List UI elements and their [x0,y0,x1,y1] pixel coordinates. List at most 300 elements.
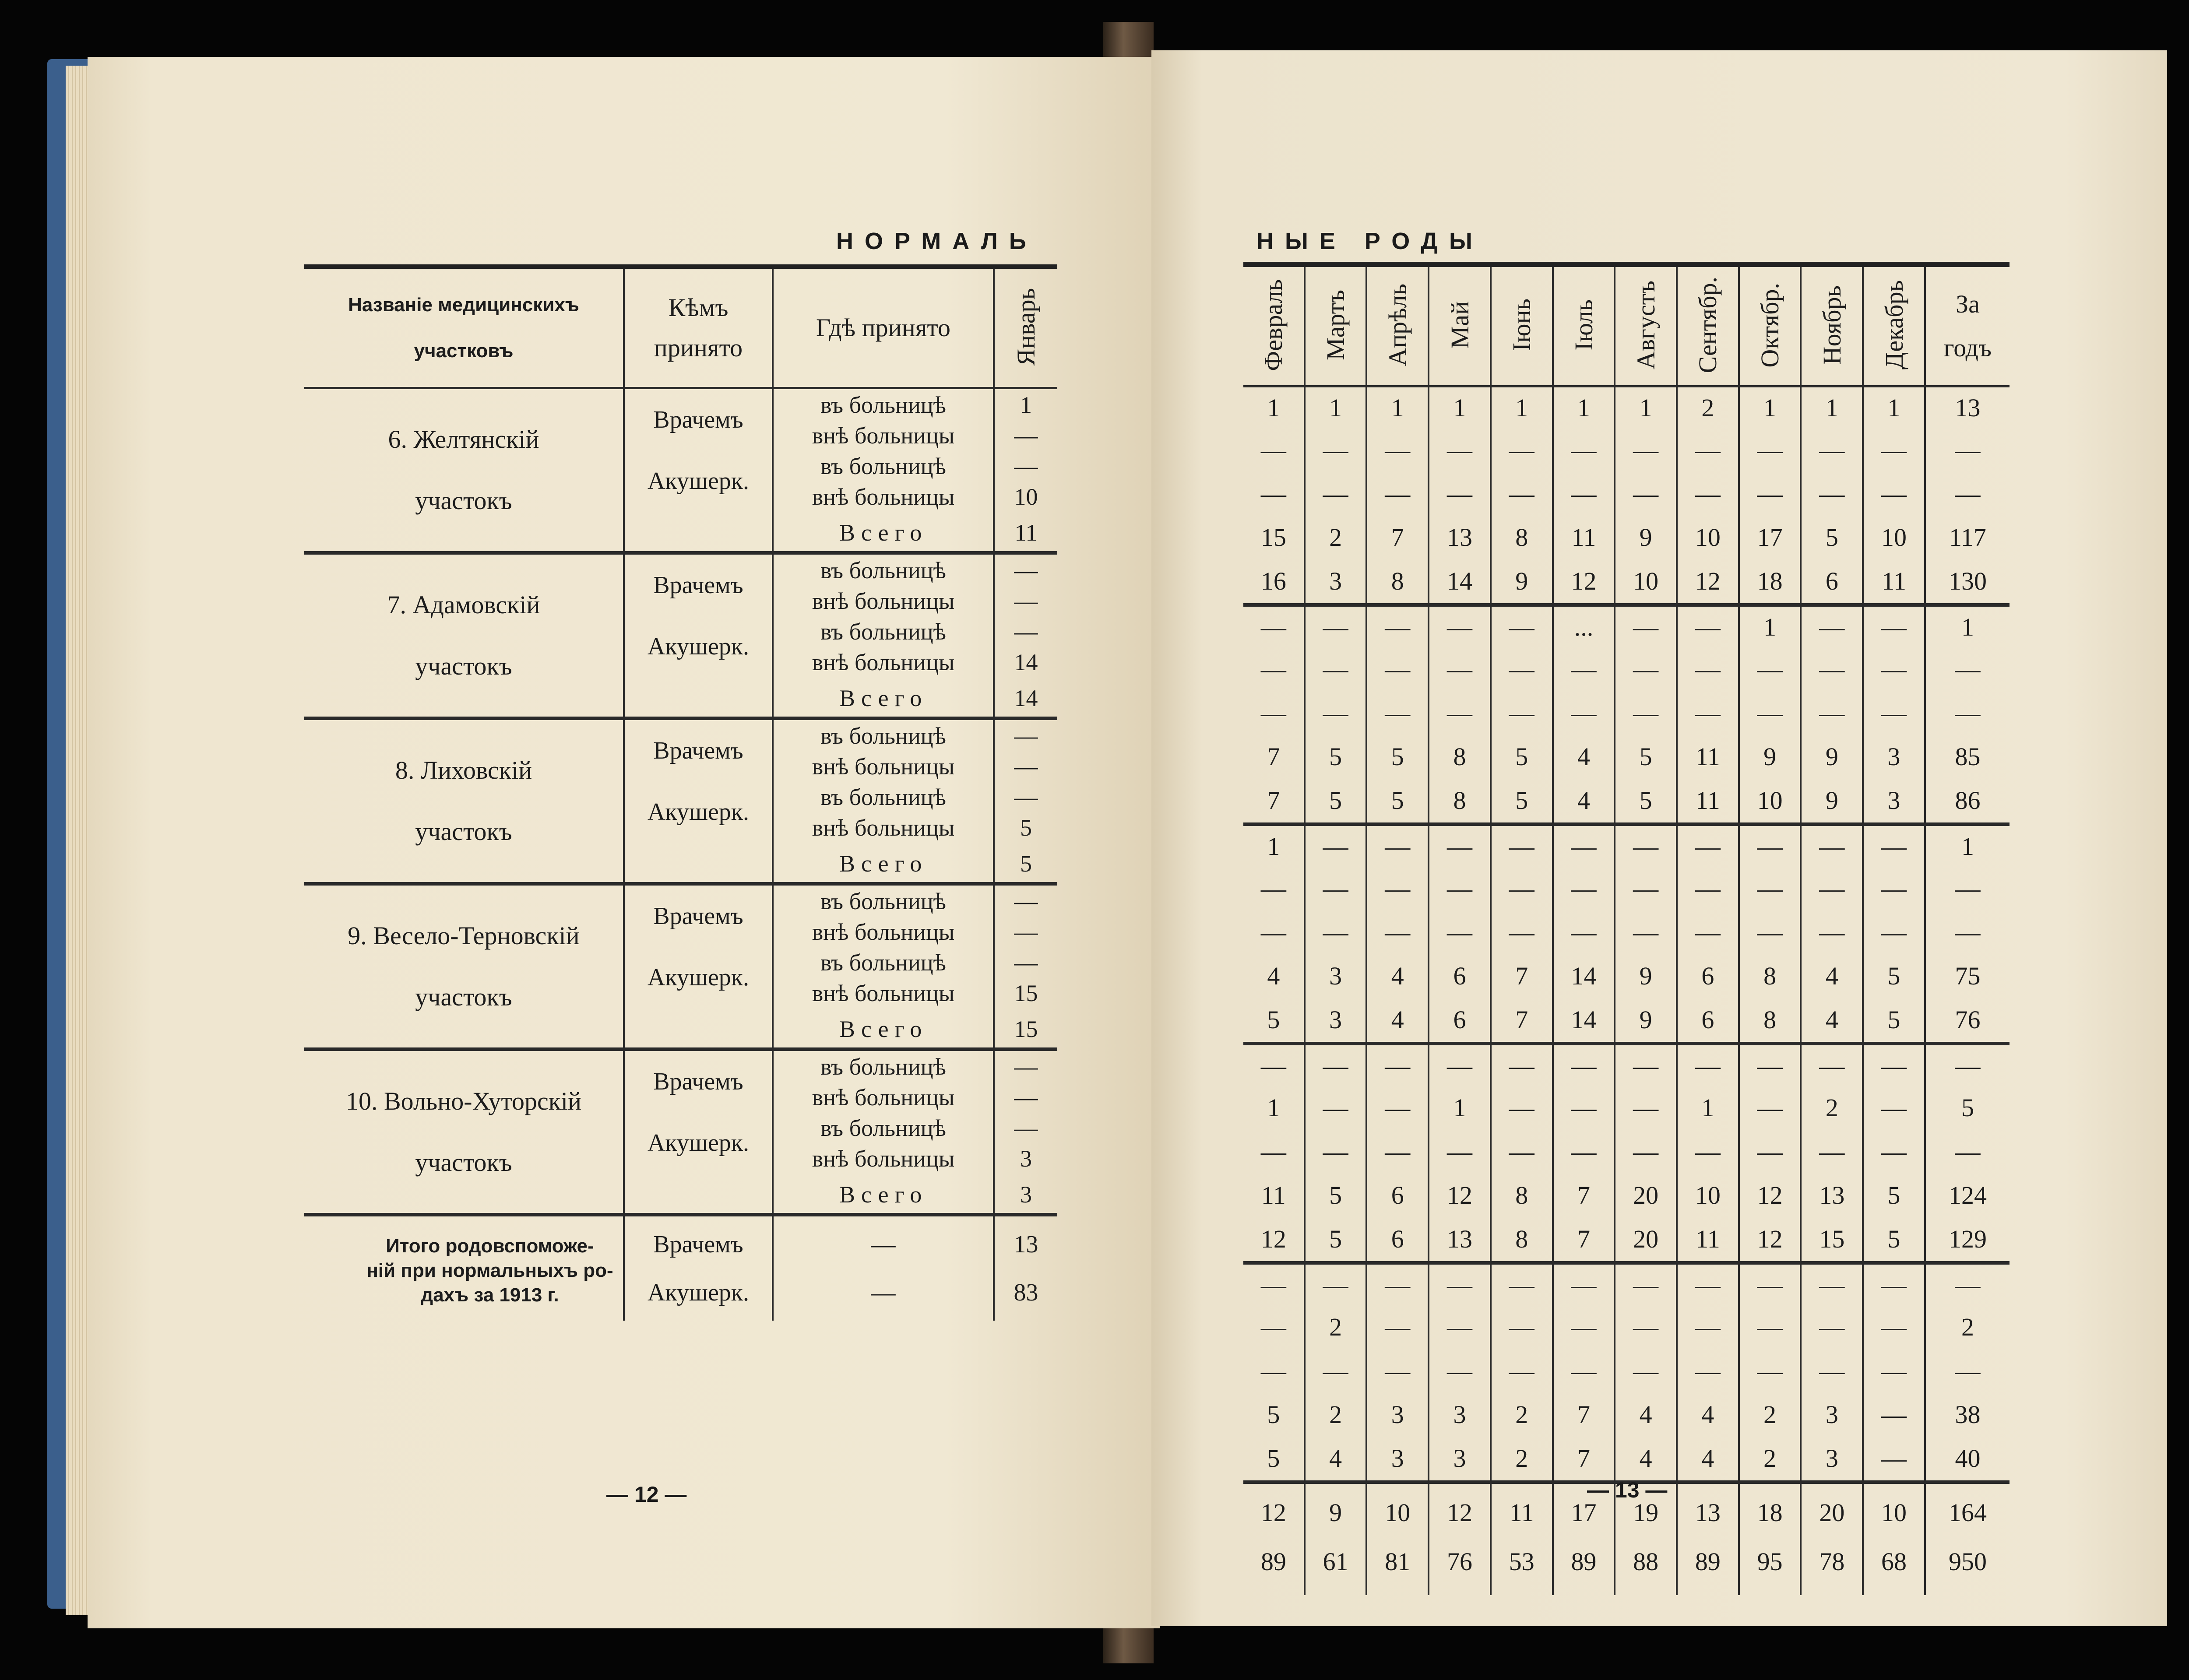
month-cell [1677,1044,1739,1263]
cell-value: — [1447,655,1472,683]
cell-value: 1 [1267,394,1280,422]
january-value: — [1014,453,1038,479]
month-cell [1615,1044,1677,1263]
cell-value: — [1819,479,1845,508]
where-label: внѣ больницы [812,919,955,945]
total-doctor-value: 13 [1695,1498,1721,1527]
month-header [1366,264,1429,387]
district-block [304,1049,1057,1215]
january-value: — [1014,1084,1038,1111]
month-cell [1305,824,1367,1044]
cell-value: — [1509,436,1534,464]
month-cell [1677,387,1739,605]
cell-value: 18 [1757,567,1783,595]
january-value: — [1014,422,1038,449]
district-block [304,718,1057,884]
where-label: въ больницѣ [820,784,946,810]
cell-value: — [1260,874,1286,903]
month-header [1863,264,1925,387]
cell-value: — [1819,1137,1845,1166]
by-whom-midwife: Акушерк. [647,1129,750,1156]
cell-value: — [1757,655,1783,683]
month-header [1305,264,1367,387]
cell-value: — [1509,613,1534,641]
cell-value: 7 [1515,962,1528,990]
month-cell [1243,824,1305,1044]
cell-value: 4 [1391,962,1404,990]
cell-value: 12 [1757,1225,1783,1253]
year-cell [1925,387,2010,605]
total-doctor-value: 9 [1329,1498,1342,1527]
total-midwife-value: 88 [1633,1547,1659,1576]
cell-value: 14 [1571,962,1597,990]
grand-total-where-value: — [871,1279,896,1306]
cell-value: — [1260,1271,1286,1299]
cell-value: — [1571,436,1597,464]
january-total: 14 [1014,685,1038,711]
cell-value: 6 [1453,1005,1466,1034]
month-total-cell [1925,1482,2010,1595]
total-doctor-value: 19 [1633,1498,1659,1527]
cell-value: — [1695,613,1721,641]
by-whom-doctor: Врачемъ [653,406,743,433]
month-block-row [1243,605,2010,824]
left-table [304,264,1057,1321]
header-january: Январь [994,267,1057,388]
month-label: Сентябр. [1693,277,1722,373]
cell-value: 1 [1577,394,1590,422]
total-midwife-value: 78 [1819,1547,1845,1576]
district-name-line: участокъ [415,486,512,515]
district-name-line: участокъ [415,817,512,846]
cell-value: — [1955,874,1981,903]
month-block-row [1243,1263,2010,1482]
left-page-number: — 12 — [606,1482,687,1507]
where-label: въ больницѣ [820,557,946,583]
cell-value: — [1881,918,1907,946]
cell-value: 2 [1515,1444,1528,1473]
cell-value: 1 [1763,613,1777,641]
cell-value: — [1757,874,1783,903]
cell-value: 20 [1633,1181,1659,1209]
month-label: Августъ [1631,280,1660,370]
cell-value: — [1955,655,1981,683]
cell-value: — [1385,1051,1411,1080]
cell-value: — [1819,1313,1845,1341]
month-cell [1366,824,1429,1044]
cell-value: — [1881,1444,1907,1473]
total-midwife-value: 81 [1385,1547,1411,1576]
cell-value: — [1509,918,1534,946]
cell-value: — [1260,1137,1286,1166]
total-doctor-value: 12 [1447,1498,1472,1527]
cell-value: — [1757,1051,1783,1080]
cell-value: — [1447,1271,1472,1299]
cell-value: — [1955,699,1981,727]
cell-value: 11 [1695,786,1720,815]
cell-value: — [1881,479,1907,508]
cell-value: — [1571,1093,1597,1122]
grand-total-label-line: Итого родовспоможе- [386,1235,594,1257]
cell-value: — [1260,918,1286,946]
by-whom-doctor: Врачемъ [653,572,743,599]
january-value: 15 [1014,980,1038,1006]
cell-value: — [1447,699,1472,727]
cell-value: 8 [1515,1225,1528,1253]
year-header-line: За [1956,290,1980,318]
cell-value: — [1695,918,1721,946]
cell-value: — [1447,1313,1472,1341]
where-label: въ больницѣ [820,1115,946,1141]
district-name [304,884,624,1049]
month-cell [1243,1044,1305,1263]
month-cell [1305,387,1367,605]
right-header-row [1243,264,2010,387]
cell-value: 10 [1633,567,1659,595]
cell-value: — [1633,436,1659,464]
cell-value: — [1385,655,1411,683]
right-page-heading: НЫЕ РОДЫ [1256,228,1484,254]
right-table [1243,262,2010,1595]
cell-value: 38 [1955,1400,1981,1429]
month-cell [1491,1044,1553,1263]
cell-value: 2 [1763,1444,1777,1473]
total-doctor-value: 12 [1260,1498,1286,1527]
cell-value: 4 [1577,742,1590,771]
grand-total-row [304,1215,1057,1321]
total-doctor-value: 10 [1385,1498,1411,1527]
cell-value: 14 [1447,567,1472,595]
month-label: Октябр. [1756,282,1784,368]
january-value: — [1014,588,1038,614]
january-cell [994,1049,1057,1215]
total-midwife-value: 89 [1695,1547,1721,1576]
cell-value: — [1323,918,1348,946]
cell-value: 4 [1267,962,1280,990]
cell-value: 11 [1571,523,1596,552]
month-cell [1553,605,1615,824]
cell-value: 2 [1515,1400,1528,1429]
cell-value: 117 [1949,523,1986,552]
district-name [304,553,624,718]
month-cell [1366,605,1429,824]
cell-value: — [1633,1051,1659,1080]
cell-value: 10 [1881,523,1907,552]
january-value: — [1014,1115,1038,1141]
where-label: въ больницѣ [820,453,946,479]
cell-value: — [1571,479,1597,508]
cell-value: 1 [1391,394,1404,422]
cell-value: 4 [1639,1444,1652,1473]
january-cell [994,388,1057,553]
month-cell [1801,387,1863,605]
cell-value: 3 [1453,1444,1466,1473]
year-cell [1925,1044,2010,1263]
by-whom-cell [624,553,773,718]
cell-value: 129 [1948,1225,1987,1253]
cell-value: — [1323,1271,1348,1299]
cell-value: — [1260,613,1286,641]
district-block [304,884,1057,1049]
grand-total-midwife: Акушерк. [647,1279,750,1306]
cell-value: — [1447,918,1472,946]
grand-total-january-value: 83 [1014,1279,1038,1306]
by-whom-doctor: Врачемъ [653,903,743,930]
cell-value: 8 [1763,962,1777,990]
month-cell [1366,1044,1429,1263]
cell-value: — [1323,479,1348,508]
cell-value: — [1633,1137,1659,1166]
district-name-line: 9. Весело-Терновскій [348,921,580,950]
cell-value: — [1571,918,1597,946]
cell-value: 3 [1329,962,1342,990]
cell-value: — [1323,1137,1348,1166]
cell-value: — [1447,874,1472,903]
cell-value: 12 [1447,1181,1472,1209]
cell-value: 10 [1695,1181,1721,1209]
cell-value: — [1881,613,1907,641]
cell-value: 2 [1825,1093,1838,1122]
january-cell [994,884,1057,1049]
january-value: — [1014,723,1038,749]
cell-value: — [1757,918,1783,946]
cell-value: — [1447,1051,1472,1080]
cell-value: 1 [1887,394,1900,422]
cell-value: 5 [1887,1181,1900,1209]
cell-value: — [1819,1271,1845,1299]
cell-value: 12 [1757,1181,1783,1209]
cell-value: 6 [1453,962,1466,990]
month-cell [1243,605,1305,824]
cell-value: 1 [1639,394,1652,422]
month-cell [1491,824,1553,1044]
cell-value: 2 [1329,1400,1342,1429]
cell-value: — [1385,1357,1411,1385]
month-label: Мартъ [1321,290,1350,360]
month-cell [1243,1263,1305,1482]
cell-value: 3 [1329,1005,1342,1034]
cell-value: — [1509,479,1534,508]
cell-value: — [1260,1313,1286,1341]
cell-value: — [1509,1051,1534,1080]
month-cell [1801,1044,1863,1263]
header-district: Названіе медицинскихъ участковъ [304,267,624,388]
month-cell [1615,1263,1677,1482]
cell-value: — [1509,874,1534,903]
cell-value: — [1881,1313,1907,1341]
cell-value: 13 [1955,394,1981,422]
month-cell [1801,824,1863,1044]
cell-value: 1 [1763,394,1777,422]
cell-value: 4 [1577,786,1590,815]
month-cell [1739,387,1801,605]
cell-value: 12 [1695,567,1721,595]
district-name-line: участокъ [415,1148,512,1177]
month-cell [1429,1263,1491,1482]
cell-value: 9 [1639,962,1652,990]
cell-value: — [1881,436,1907,464]
month-cell [1863,387,1925,605]
cell-value: — [1757,1093,1783,1122]
where-label: внѣ больницы [812,815,955,841]
district-name-line: участокъ [415,652,512,680]
cell-value: — [1571,699,1597,727]
cell-value: 5 [1887,1005,1900,1034]
district-block [304,553,1057,718]
cell-value: 8 [1515,1181,1528,1209]
cell-value: — [1881,1357,1907,1385]
cell-value: 9 [1763,742,1777,771]
cell-value: 2 [1329,523,1342,552]
district-name [304,1049,624,1215]
january-value: — [1014,919,1038,945]
by-whom-cell [624,718,773,884]
cell-value: 5 [1329,1181,1342,1209]
cell-value: — [1955,479,1981,508]
month-cell [1243,387,1305,605]
cell-value: — [1819,655,1845,683]
month-total-cell [1863,1482,1925,1595]
cell-value: 20 [1633,1225,1659,1253]
cell-value: — [1695,1137,1721,1166]
cell-value: — [1881,655,1907,683]
cell-value: — [1955,1051,1981,1080]
cell-value: 5 [1267,1444,1280,1473]
cell-value: 40 [1955,1444,1981,1473]
cell-value: 4 [1825,1005,1838,1034]
cell-value: 16 [1260,567,1286,595]
cell-value: — [1757,479,1783,508]
cell-value: — [1447,479,1472,508]
cell-value: 8 [1515,523,1528,552]
cell-value: 5 [1391,742,1404,771]
cell-value: 3 [1391,1400,1404,1429]
cell-value: 1 [1961,613,1974,641]
cell-value: 14 [1571,1005,1597,1034]
cell-value: 9 [1825,742,1838,771]
district-name-line: 10. Вольно-Хуторскій [345,1087,582,1115]
cell-value: 6 [1701,962,1714,990]
month-label: Іюнь [1507,299,1536,351]
cell-value: — [1571,1271,1597,1299]
cell-value: 5 [1329,742,1342,771]
cell-value: — [1385,832,1411,861]
cell-value: 2 [1701,394,1714,422]
cell-value: — [1260,479,1286,508]
cell-value: 1 [1701,1093,1714,1122]
cell-value: — [1633,1093,1659,1122]
by-whom-midwife: Акушерк. [647,467,750,495]
where-label: внѣ больницы [812,484,955,510]
cell-value: 5 [1515,742,1528,771]
cell-value: 8 [1391,567,1404,595]
cell-value: 12 [1571,567,1597,595]
month-cell [1739,1263,1801,1482]
january-value: — [1014,949,1038,976]
cell-value: 86 [1955,786,1981,815]
cell-value: — [1633,918,1659,946]
cell-value: — [1571,874,1597,903]
cell-value: — [1385,1271,1411,1299]
january-value: 3 [1020,1146,1032,1172]
cell-value: — [1695,655,1721,683]
cell-value: — [1757,1313,1783,1341]
cell-value: — [1695,1051,1721,1080]
left-page-heading: НОРМАЛЬ [836,228,1038,254]
cell-value: 5 [1515,786,1528,815]
grand-total-january-value: 13 [1014,1231,1038,1258]
grand-total-by-whom [624,1215,773,1321]
month-cell [1366,387,1429,605]
cell-value: 5 [1267,1005,1280,1034]
district-name [304,388,624,553]
month-block-row [1243,387,2010,605]
cell-value: — [1509,1357,1534,1385]
cell-value: 6 [1391,1181,1404,1209]
month-cell [1615,605,1677,824]
where-label: внѣ больницы [812,753,955,780]
month-cell [1553,824,1615,1044]
cell-value: — [1881,1137,1907,1166]
cell-value: 7 [1577,1400,1590,1429]
by-whom-midwife: Акушерк. [647,798,750,826]
cell-value: — [1819,1051,1845,1080]
year-header-line: годъ [1943,334,1992,362]
cell-value: — [1385,1093,1411,1122]
total-midwife-value: 950 [1948,1547,1987,1576]
year-cell [1925,1263,2010,1482]
month-total-cell [1366,1482,1429,1595]
cell-value: — [1633,479,1659,508]
cell-value: — [1260,1357,1286,1385]
cell-value: 13 [1447,523,1472,552]
cell-value: — [1819,436,1845,464]
cell-value: — [1509,655,1534,683]
cell-value: 75 [1955,962,1981,990]
cell-value: — [1323,436,1348,464]
cell-value: — [1260,699,1286,727]
cell-value: 2 [1329,1313,1342,1341]
cell-value: 9 [1639,523,1652,552]
header-by-whom: Кѣмъ принято [624,267,773,388]
cell-value: 6 [1701,1005,1714,1034]
month-total-cell [1801,1482,1863,1595]
total-midwife-value: 76 [1447,1547,1472,1576]
month-cell [1491,605,1553,824]
january-value: — [1014,1054,1038,1080]
cell-value: 4 [1329,1444,1342,1473]
cell-value: — [1447,832,1472,861]
cell-value: — [1447,1357,1472,1385]
cell-value: — [1819,1357,1845,1385]
cell-value: — [1757,832,1783,861]
total-midwife-value: 95 [1757,1547,1783,1576]
cell-value: — [1633,874,1659,903]
cell-value: ... [1574,613,1594,641]
cell-value: 9 [1639,1005,1652,1034]
cell-value: 4 [1825,962,1838,990]
january-cell [994,718,1057,884]
by-whom-cell [624,388,773,553]
grand-total-doctor: Врачемъ [653,1231,743,1258]
cell-value: — [1633,1357,1659,1385]
cell-value: 1 [1961,832,1974,861]
cell-value: — [1633,832,1659,861]
cell-value: 15 [1819,1225,1845,1253]
cell-value: 11 [1261,1181,1286,1209]
january-cell [994,553,1057,718]
cell-value: — [1757,1137,1783,1166]
